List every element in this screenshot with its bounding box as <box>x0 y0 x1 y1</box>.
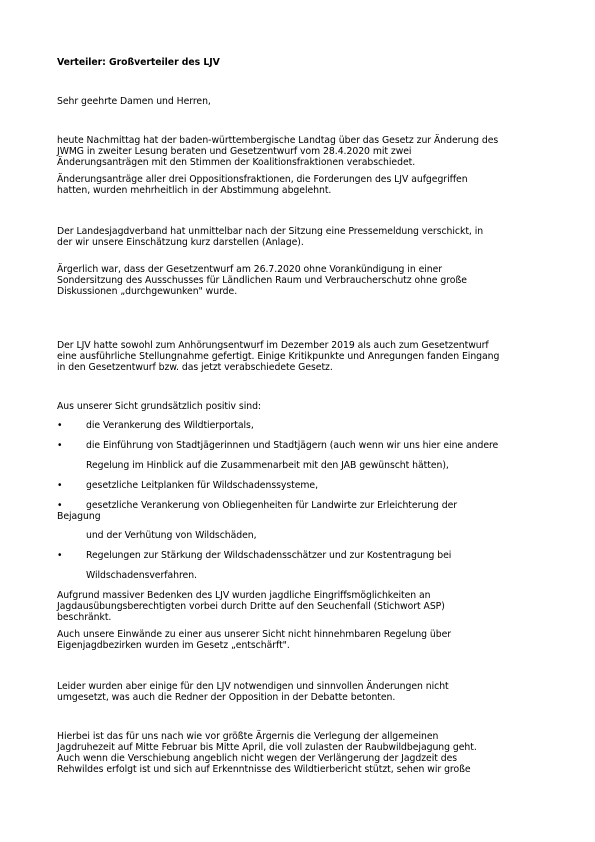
text-line: in den Gesetzentwurf bzw. das jetzt verabschiedete Gesetz. <box>57 362 333 373</box>
text-line: heute Nachmittag hat der baden-württembergische Landtag über das Gesetz zur Änderung des <box>57 135 499 146</box>
list-item-text: gesetzliche Verankerung von Obliegenheiten für Landwirte zur Erleichterung der <box>86 500 458 511</box>
text-line: Der Landesjagdverband hat unmittelbar nach der Sitzung eine Pressemeldung verschickt, in <box>57 226 484 237</box>
text-line: Auch wenn die Verschiebung angeblich nicht wegen der Verlängerung der Jagdzeit des <box>57 753 458 764</box>
list-item-text: die Einführung von Stadtjägerinnen und Stadtjägern (auch wenn wir uns hier eine andere <box>86 440 499 451</box>
text-line: Der LJV hatte sowohl zum Anhörungsentwurf im Dezember 2019 als auch zum Gesetzentwurf <box>57 340 489 351</box>
text-line: Diskussionen „durchgewunken" wurde. <box>57 286 238 297</box>
list-item-text: Bejagung <box>57 511 101 522</box>
text-line: Aufgrund massiver Bedenken des LJV wurden jagdliche Eingriffsmöglichkeiten an <box>57 590 431 601</box>
list-item-text: und der Verhütung von Wildschäden, <box>86 530 257 541</box>
list-item-text: Regelung im Hinblick auf die Zusammenarbeit mit den JAB gewünscht hätten), <box>86 460 449 471</box>
text-line: Hierbei ist das für uns nach wie vor größte Ärgernis die Verlegung der allgemeinen <box>57 731 439 742</box>
bullet-icon: • <box>57 480 63 491</box>
list-intro: Aus unserer Sicht grundsätzlich positiv sind: <box>57 401 262 412</box>
distribution-heading: Verteiler: Großverteiler des LJV <box>57 57 220 68</box>
list-item-text: gesetzliche Leitplanken für Wildschadenssysteme, <box>86 480 318 491</box>
text-line: hatten, wurden mehrheitlich in der Abstimmung abgelehnt. <box>57 185 332 196</box>
text-line: Änderungsanträgen mit den Stimmen der Koalitionsfraktionen verabschiedet. <box>57 157 416 168</box>
bullet-icon: • <box>57 440 63 451</box>
text-line: Ärgerlich war, dass der Gesetzentwurf am 26.7.2020 ohne Vorankündigung in einer <box>57 264 443 275</box>
text-line: Auch unsere Einwände zu einer aus unserer Sicht nicht hinnehmbaren Regelung über <box>57 629 452 640</box>
bullet-icon: • <box>57 550 63 561</box>
text-line: Jagdruhezeit auf Mitte Februar bis Mitte April, die voll zulasten der Raubwildbejagung geht. <box>57 742 477 753</box>
text-line: Jagdausübungsberechtigten vorbei durch Dritte auf den Seuchenfall (Stichwort ASP) <box>57 601 445 612</box>
text-line: eine ausführliche Stellungnahme gefertigt. Einige Kritikpunkte und Anregungen fanden Eingang <box>57 351 500 362</box>
list-item-text: Wildschadensverfahren. <box>86 570 197 581</box>
text-line: umgesetzt, was auch die Redner der Opposition in der Debatte betonten. <box>57 692 396 703</box>
bullet-icon: • <box>57 500 63 511</box>
text-line: Leider wurden aber einige für den LJV notwendigen und sinnvollen Änderungen nicht <box>57 681 449 692</box>
text-line: Rehwildes erfolgt ist und sich auf Erkenntnisse des Wildtierbericht stützt, sehen wir große <box>57 764 471 775</box>
bullet-icon: • <box>57 420 63 431</box>
salutation: Sehr geehrte Damen und Herren, <box>57 96 211 107</box>
text-line: JWMG in zweiter Lesung beraten und Gesetzentwurf vom 28.4.2020 mit zwei <box>57 146 412 157</box>
text-line: Eigenjagdbezirken wurden im Gesetz „entschärft". <box>57 640 290 651</box>
list-item-text: Regelungen zur Stärkung der Wildschadensschätzer und zur Kostentragung bei <box>86 550 452 561</box>
list-item-text: die Verankerung des Wildtierportals, <box>86 420 254 431</box>
text-line: beschränkt. <box>57 612 112 623</box>
text-line: Änderungsanträge aller drei Oppositionsfraktionen, die Forderungen des LJV aufgegriffen <box>57 174 468 185</box>
text-line: der wir unsere Einschätzung kurz darstellen (Anlage). <box>57 237 304 248</box>
text-line: Sondersitzung des Ausschusses für Ländlichen Raum und Verbraucherschutz ohne große <box>57 275 467 286</box>
